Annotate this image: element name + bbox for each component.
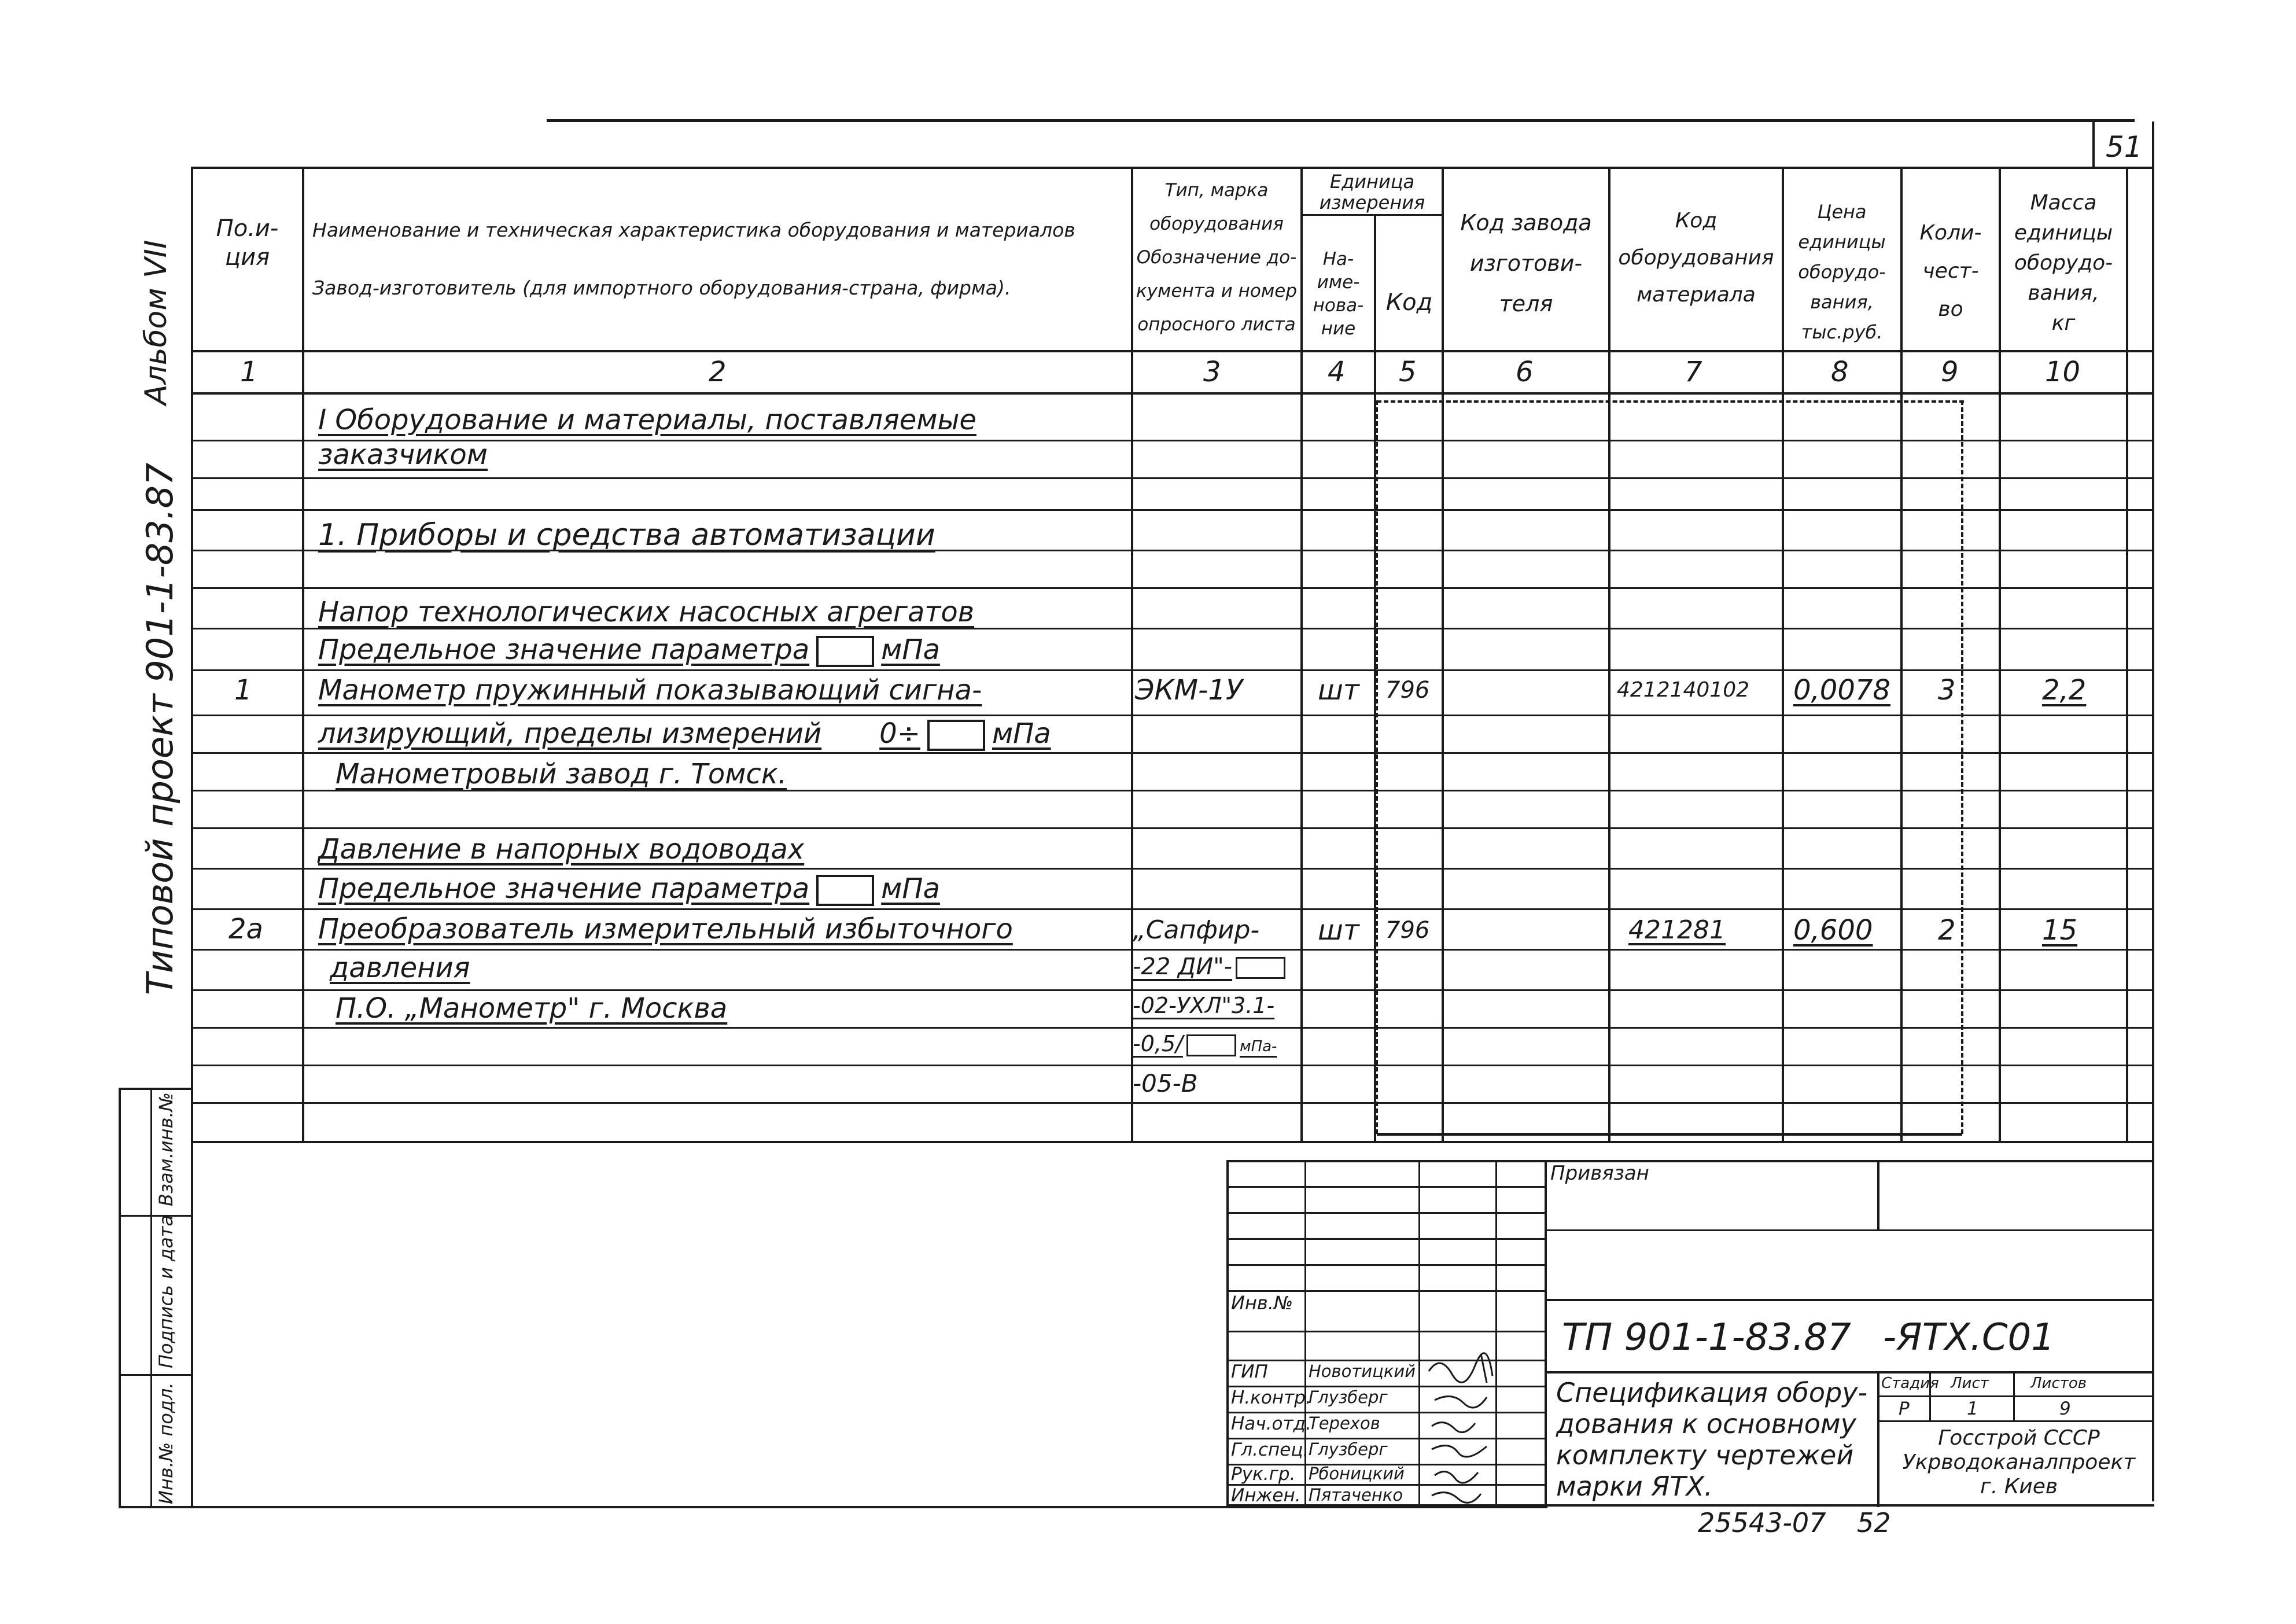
stamp-role-0: ГИП bbox=[1231, 1361, 1268, 1382]
item-1-qty: 3 bbox=[1938, 674, 1956, 706]
item-1-name-line3: Манометровый завод г. Томск. bbox=[336, 758, 787, 790]
stamp-stage-row1 bbox=[1877, 1395, 2154, 1397]
stamp-name-3: Глузберг bbox=[1309, 1439, 1388, 1459]
col-line-1 bbox=[302, 167, 304, 1141]
col-num-7: 7 bbox=[1685, 356, 1702, 388]
item-1-range-text: лизирующий, пределы измерений bbox=[318, 717, 822, 750]
stamp-right-sep3 bbox=[1545, 1371, 2154, 1373]
row-line bbox=[191, 669, 2154, 671]
item-1-unit: шт bbox=[1318, 674, 1359, 706]
inv-sub-label: Взам.инв.№ bbox=[155, 1092, 177, 1206]
group-2-limit-unit: мПа bbox=[881, 872, 940, 905]
frame-left bbox=[191, 167, 193, 1506]
stamp-sheets: 9 bbox=[2059, 1398, 2071, 1419]
sign-date-label: Подпись и дата bbox=[155, 1214, 177, 1368]
item-1-price: 0,0078 bbox=[1793, 674, 1890, 706]
row-line bbox=[191, 827, 2154, 829]
unit-group-sep bbox=[1300, 214, 1443, 216]
stamp-small-row bbox=[1226, 1212, 1545, 1214]
col-num-8: 8 bbox=[1831, 356, 1849, 388]
stamp-stage-label: Стадия bbox=[1881, 1375, 1939, 1392]
group-1-limit-text: Предельное значение параметра bbox=[318, 634, 810, 666]
item-1-name-line1: Манометр пружинный показывающий сигна- bbox=[318, 674, 982, 706]
item-2-unit: шт bbox=[1318, 914, 1359, 947]
dashed-right bbox=[1961, 400, 1963, 1134]
dashed-left bbox=[1376, 400, 1378, 1134]
hdr-unit-name: На- име- нова- ние bbox=[1313, 249, 1364, 339]
col-num-9: 9 bbox=[1941, 356, 1959, 388]
item-2-equip-code: 421281 bbox=[1628, 915, 1726, 945]
stamp-stage-v2 bbox=[2013, 1371, 2015, 1422]
stamp-doc-code-b: -ЯТХ.С01 bbox=[1883, 1316, 2055, 1359]
item-1-pos: 1 bbox=[234, 674, 252, 706]
stamp-title-sep bbox=[1877, 1371, 1879, 1507]
item-2-price: 0,600 bbox=[1793, 914, 1873, 947]
hdr-name-line2: Завод-изготовитель (для импортного оборудования-страна, фирма). bbox=[312, 277, 1011, 299]
stamp-role-4: Рук.гр. bbox=[1231, 1464, 1296, 1485]
album-label: Альбом VII bbox=[139, 240, 174, 405]
hdr-price: Цена единицы оборудо- вания, тыс.руб. bbox=[1798, 201, 1886, 343]
stamp-name-5: Пятаченко bbox=[1309, 1485, 1403, 1505]
stamp-small-row bbox=[1226, 1186, 1545, 1188]
col-num-3: 3 bbox=[1203, 356, 1221, 388]
bottom-page: 52 bbox=[1857, 1507, 1891, 1538]
col-num-5: 5 bbox=[1399, 356, 1417, 388]
stamp-role-3: Гл.спец. bbox=[1231, 1439, 1309, 1460]
row-line bbox=[191, 1102, 2154, 1104]
hdr-pos: По.и- ция bbox=[216, 215, 279, 271]
col-num-10: 10 bbox=[2045, 356, 2081, 388]
stamp-role-2: Нач.отд. bbox=[1231, 1413, 1311, 1434]
section-2-title: 1. Приборы и средства автоматизации bbox=[318, 518, 935, 553]
col-num-4: 4 bbox=[1328, 356, 1346, 388]
stamp-role-1: Н.контр. bbox=[1231, 1387, 1311, 1408]
frame-bottom-table bbox=[191, 1141, 2154, 1143]
blank-box bbox=[927, 720, 985, 751]
item-1-type: ЭКМ-1У bbox=[1135, 674, 1243, 706]
item-2-type-4-text: -0,5/ bbox=[1133, 1031, 1183, 1056]
group-1-title: Напор технологических насосных агрегатов bbox=[318, 596, 974, 628]
row-line bbox=[191, 1065, 2154, 1066]
row-line bbox=[191, 949, 2154, 951]
item-2-type-4-unit: мПа- bbox=[1239, 1038, 1277, 1055]
row-line bbox=[191, 1027, 2154, 1029]
item-2-type-4 bbox=[1133, 1031, 1277, 1056]
stamp-privyazan-sep bbox=[1877, 1160, 1879, 1229]
stamp-role-5: Инжен. bbox=[1231, 1485, 1301, 1506]
item-2-code: 796 bbox=[1385, 917, 1430, 944]
col-num-1: 1 bbox=[240, 356, 258, 388]
section-1-title: I Оборудование и материалы, поставляемые bbox=[318, 404, 976, 436]
blank-box bbox=[1236, 957, 1285, 979]
frame-right bbox=[2152, 121, 2154, 1501]
item-1-range-start: 0÷ bbox=[879, 717, 920, 750]
col-line-10 bbox=[2126, 167, 2128, 1141]
stamp-sheet: 1 bbox=[1967, 1398, 1978, 1419]
item-1-equip-code: 4212140102 bbox=[1617, 678, 1750, 702]
item-2-mass: 15 bbox=[2042, 914, 2078, 947]
frame-table-top bbox=[191, 167, 2154, 169]
stamp-top bbox=[1226, 1160, 2152, 1162]
hdr-unit-group: Единица измерения bbox=[1319, 171, 1425, 213]
stamp-title: Спецификация обору- дования к основному комплекту чертежей марки ЯТХ. bbox=[1556, 1377, 1868, 1502]
group-1-limit bbox=[318, 634, 940, 667]
strip-div2 bbox=[119, 1374, 193, 1376]
stamp-sheet-label: Лист bbox=[1951, 1375, 1989, 1392]
stamp-stage-row2 bbox=[1877, 1420, 2154, 1422]
row-line bbox=[191, 908, 2154, 910]
item-2-type-3: -02-УХЛ"3.1- bbox=[1133, 993, 1275, 1018]
colnum-bottom bbox=[191, 392, 2154, 395]
strip-mid bbox=[150, 1088, 152, 1508]
row-line bbox=[191, 868, 2154, 870]
item-2-name-line2: давления bbox=[330, 952, 470, 984]
strip-left bbox=[119, 1088, 121, 1508]
row-line bbox=[191, 989, 2154, 991]
item-1-range-unit: мПа bbox=[992, 717, 1051, 750]
item-2-pos: 2а bbox=[229, 913, 263, 945]
item-2-type-2 bbox=[1133, 953, 1289, 980]
dashed-bottom bbox=[1377, 1133, 1962, 1136]
col-num-2: 2 bbox=[709, 356, 727, 388]
dashed-top bbox=[1377, 400, 1964, 403]
hdr-name-line1: Наименование и техническая характеристика оборудования и материалов bbox=[312, 219, 1075, 241]
project-label: Типовой проект 901-1-83.87 bbox=[139, 462, 181, 995]
stamp-name-2: Терехов bbox=[1309, 1413, 1380, 1433]
stamp-small-row bbox=[1226, 1264, 1545, 1266]
sheet-num-left bbox=[2092, 121, 2095, 169]
stamp-name-1: Глузберг bbox=[1309, 1387, 1388, 1407]
item-2-type-2-text: -22 ДИ"- bbox=[1133, 953, 1233, 980]
header-bottom bbox=[191, 350, 2154, 352]
item-2-type-5: -05-В bbox=[1133, 1069, 1198, 1098]
item-2-qty: 2 bbox=[1938, 914, 1956, 947]
item-1-code: 796 bbox=[1385, 677, 1430, 704]
strip-top bbox=[119, 1088, 193, 1090]
signature-scribbles bbox=[1423, 1331, 1545, 1504]
group-1-limit-unit: мПа bbox=[881, 634, 940, 666]
item-2-name-line3: П.О. „Манометр" г. Москва bbox=[336, 992, 728, 1025]
stamp-name-0: Новотицкий bbox=[1309, 1361, 1416, 1381]
stamp-inv-no: Инв.№ bbox=[1231, 1292, 1293, 1314]
hdr-type: Тип, марка оборудования Обозначение до- кумента и номер опросного листа bbox=[1136, 180, 1298, 335]
hdr-unit-code: Код bbox=[1385, 289, 1433, 316]
item-2-name-line1: Преобразователь измерительный избыточного bbox=[318, 913, 1013, 945]
blank-box bbox=[816, 636, 874, 667]
stamp-sheets-label: Листов bbox=[2030, 1375, 2087, 1392]
stamp-small-row bbox=[1226, 1238, 1545, 1240]
item-1-name-line2 bbox=[318, 717, 1051, 751]
row-line bbox=[191, 587, 2154, 589]
row-line bbox=[191, 715, 2154, 716]
group-2-title: Давление в напорных водоводах bbox=[318, 833, 805, 866]
item-1-mass: 2,2 bbox=[2042, 674, 2087, 706]
hdr-equip-code: Код оборудования материала bbox=[1618, 209, 1774, 307]
col-num-6: 6 bbox=[1516, 356, 1534, 388]
section-1-title-cont: заказчиком bbox=[318, 439, 488, 471]
row-line bbox=[191, 477, 2154, 479]
sheet-number-top: 51 bbox=[2106, 130, 2143, 164]
stamp-stage: Р bbox=[1899, 1398, 1910, 1419]
stamp-org: Госстрой СССР Укрводоканалпроект г. Киев bbox=[1902, 1426, 2136, 1498]
bottom-code: 25543-07 bbox=[1698, 1507, 1826, 1538]
stamp-mid-v bbox=[1545, 1160, 1547, 1507]
inv-orig-label: Инв.№ подл. bbox=[155, 1382, 177, 1504]
row-line bbox=[191, 752, 2154, 754]
hdr-qty: Коли- чест- во bbox=[1919, 221, 1982, 321]
frame-top bbox=[547, 119, 2135, 122]
group-2-limit bbox=[318, 872, 940, 906]
stamp-right-sep2 bbox=[1545, 1299, 2154, 1301]
group-2-limit-text: Предельное значение параметра bbox=[318, 872, 810, 905]
stamp-right-sep1 bbox=[1545, 1229, 2154, 1231]
hdr-mass: Масса единицы оборудо- вания, кг bbox=[2014, 191, 2113, 335]
hdr-factory-code: Код завода изготови- теля bbox=[1460, 210, 1592, 316]
blank-box bbox=[1186, 1034, 1236, 1056]
item-2-type-1: „Сапфир- bbox=[1133, 915, 1260, 945]
blank-box bbox=[816, 875, 874, 906]
stamp-privyazan: Привязан bbox=[1550, 1162, 1649, 1185]
row-line bbox=[191, 509, 2154, 511]
stamp-name-4: Рбоницкий bbox=[1309, 1464, 1405, 1483]
stamp-doc-code-a: ТП 901-1-83.87 bbox=[1562, 1316, 1851, 1359]
